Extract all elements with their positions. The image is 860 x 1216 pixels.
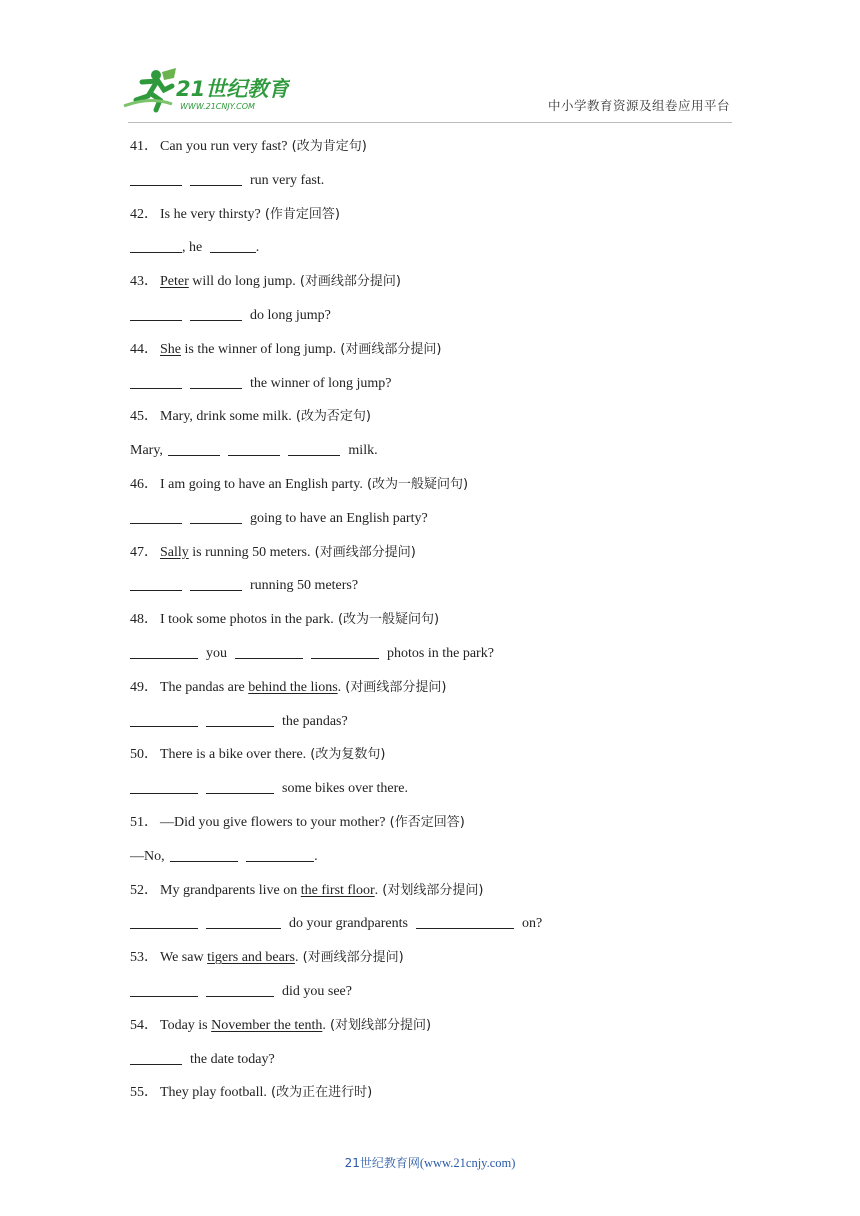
question-text: is running 50 meters. xyxy=(188,544,311,560)
answer-blank[interactable] xyxy=(130,237,182,253)
question-number: 50． xyxy=(130,747,158,763)
question-number: 53． xyxy=(130,950,158,966)
question-text: . xyxy=(337,679,342,695)
footer-site-name: 21世纪教育网 xyxy=(344,1156,420,1170)
answer-blank[interactable] xyxy=(130,305,182,321)
answer-blank[interactable] xyxy=(416,913,514,929)
question-instruction: (改为一般疑问句) xyxy=(362,476,469,492)
answer-51 xyxy=(130,846,750,880)
answer-blank[interactable] xyxy=(168,440,220,456)
question-instruction: (改为否定句) xyxy=(291,409,371,425)
question-text: . xyxy=(374,882,379,898)
answer-text: running 50 meters? xyxy=(250,578,359,594)
question-instruction: (对划线部分提问) xyxy=(325,1017,432,1033)
answer-blank[interactable] xyxy=(130,575,182,591)
underlined-part: behind the lions xyxy=(248,679,338,695)
answer-blank[interactable] xyxy=(210,237,256,253)
question-text: Is he very thirsty? xyxy=(160,206,261,222)
question-number: 43． xyxy=(130,274,158,290)
answer-text: milk. xyxy=(348,443,378,459)
answer-text: some bikes over there. xyxy=(282,781,408,797)
question-instruction: (作肯定回答) xyxy=(260,206,340,222)
answer-blank[interactable] xyxy=(206,778,274,794)
logo-main-text: 21世纪教育 xyxy=(176,77,290,101)
answer-blank[interactable] xyxy=(311,643,379,659)
answer-blank[interactable] xyxy=(130,373,182,389)
question-48 xyxy=(130,609,750,643)
question-43 xyxy=(130,271,750,305)
answer-44 xyxy=(130,373,750,407)
question-instruction: (改为肯定句) xyxy=(287,139,367,154)
answer-blank[interactable] xyxy=(190,575,242,591)
question-46 xyxy=(130,474,750,508)
underlined-part: the first floor xyxy=(300,882,375,898)
question-text: Can you run very fast? xyxy=(160,139,288,154)
question-47 xyxy=(130,542,750,576)
answer-text: Mary, xyxy=(130,443,167,459)
logo-sub-text: WWW.21CNJY.COM xyxy=(180,102,255,111)
question-number: 42． xyxy=(130,206,158,222)
answer-blank[interactable] xyxy=(130,508,182,524)
question-text: is the winner of long jump. xyxy=(181,341,337,357)
answer-blank[interactable] xyxy=(130,981,198,997)
question-text: I took some photos in the park. xyxy=(160,612,334,628)
answer-49 xyxy=(130,711,750,745)
question-instruction: (对画线部分提问) xyxy=(336,341,442,357)
question-number: 55． xyxy=(130,1085,158,1101)
answer-text: do your grandparents xyxy=(289,916,408,932)
question-instruction: (对划线部分提问) xyxy=(378,882,484,898)
underlined-part: Peter xyxy=(160,274,189,290)
question-54 xyxy=(130,1015,750,1049)
question-list xyxy=(130,136,750,1116)
question-number: 48． xyxy=(130,612,158,628)
question-45 xyxy=(130,406,750,440)
answer-blank[interactable] xyxy=(246,846,314,862)
question-52 xyxy=(130,880,750,914)
logo xyxy=(120,66,290,116)
question-number: 51． xyxy=(130,814,158,830)
answer-text: run very fast. xyxy=(250,172,325,188)
answer-43 xyxy=(130,305,750,339)
answer-blank[interactable] xyxy=(130,170,182,186)
question-number: 46． xyxy=(130,476,158,492)
question-text: The pandas are xyxy=(160,679,249,695)
question-44 xyxy=(130,339,750,373)
answer-52 xyxy=(130,913,750,947)
answer-42 xyxy=(130,237,750,271)
answer-45 xyxy=(130,440,750,474)
header-divider xyxy=(128,122,732,123)
question-instruction: (作否定回答) xyxy=(385,814,465,830)
answer-blank[interactable] xyxy=(235,643,303,659)
answer-blank[interactable] xyxy=(130,913,198,929)
answer-48 xyxy=(130,643,750,677)
underlined-part: Sally xyxy=(160,544,189,560)
answer-blank[interactable] xyxy=(288,440,340,456)
question-instruction: (改为正在进行时) xyxy=(266,1085,373,1101)
question-instruction: (对画线部分提问) xyxy=(298,950,404,966)
question-text: My grandparents live on xyxy=(160,882,301,898)
answer-text: —No, xyxy=(130,848,169,864)
answer-text: photos in the park? xyxy=(387,645,494,661)
question-number: 54． xyxy=(130,1017,158,1033)
answer-47 xyxy=(130,575,750,609)
answer-text: . xyxy=(255,240,260,256)
question-text: Today is xyxy=(160,1017,212,1033)
underlined-part: November the tenth xyxy=(211,1017,323,1033)
question-text: . xyxy=(294,950,299,966)
answer-blank[interactable] xyxy=(130,711,198,727)
answer-blank[interactable] xyxy=(130,1049,182,1065)
answer-50 xyxy=(130,778,750,812)
question-text: Mary, drink some milk. xyxy=(160,409,292,425)
answer-text: you xyxy=(206,645,227,661)
answer-text: , he xyxy=(182,240,206,256)
answer-blank[interactable] xyxy=(190,373,242,389)
answer-blank[interactable] xyxy=(130,778,198,794)
question-49 xyxy=(130,677,750,711)
question-instruction: (对画线部分提问) xyxy=(310,544,416,560)
answer-text: the winner of long jump? xyxy=(250,375,392,391)
answer-blank[interactable] xyxy=(130,643,198,659)
question-text: I am going to have an English party. xyxy=(160,476,363,492)
answer-blank[interactable] xyxy=(170,846,238,862)
question-55 xyxy=(130,1082,750,1116)
question-text: . xyxy=(322,1017,326,1033)
answer-41 xyxy=(130,170,750,204)
answer-blank[interactable] xyxy=(190,170,242,186)
question-number: 49． xyxy=(130,679,158,695)
question-text: will do long jump. xyxy=(188,274,296,290)
question-text: —Did you give flowers to your mother? xyxy=(160,814,386,830)
underlined-part: tigers and bears xyxy=(207,950,295,966)
answer-54 xyxy=(130,1049,750,1083)
footer-url[interactable]: (www.21cnjy.com) xyxy=(419,1156,516,1170)
answer-blank[interactable] xyxy=(206,981,274,997)
answer-text: did you see? xyxy=(282,983,352,999)
question-number: 44． xyxy=(130,341,158,357)
question-text: They play football. xyxy=(160,1085,267,1101)
logo-runner-icon xyxy=(120,66,290,116)
site-tagline: 中小学教育资源及组卷应用平台 xyxy=(547,98,730,113)
answer-blank[interactable] xyxy=(228,440,280,456)
answer-text: . xyxy=(314,848,318,864)
question-53 xyxy=(130,947,750,981)
answer-text: do long jump? xyxy=(250,307,331,323)
question-text: We saw xyxy=(160,950,208,966)
question-instruction: (改为一般疑问句) xyxy=(333,612,440,628)
answer-blank[interactable] xyxy=(190,305,242,321)
page-footer xyxy=(0,1154,860,1171)
question-41 xyxy=(130,136,750,170)
page-header xyxy=(0,0,860,124)
question-42 xyxy=(130,204,750,238)
question-instruction: (对画线部分提问) xyxy=(295,274,401,290)
question-51 xyxy=(130,812,750,846)
question-number: 45． xyxy=(130,409,158,425)
answer-text: the date today? xyxy=(190,1051,275,1067)
question-number: 52． xyxy=(130,882,158,898)
answer-text: the pandas? xyxy=(282,713,348,729)
answer-text: going to have an English party? xyxy=(250,510,428,526)
answer-46 xyxy=(130,508,750,542)
answer-blank[interactable] xyxy=(206,711,274,727)
answer-text: on? xyxy=(521,916,543,932)
question-instruction: (对画线部分提问) xyxy=(341,679,447,695)
question-number: 47． xyxy=(130,544,158,560)
question-number: 41． xyxy=(130,139,158,154)
question-instruction: (改为复数句) xyxy=(306,747,386,763)
question-text: There is a bike over there. xyxy=(160,747,307,763)
answer-blank[interactable] xyxy=(190,508,242,524)
underlined-part: She xyxy=(160,341,181,357)
answer-53 xyxy=(130,981,750,1015)
question-50 xyxy=(130,744,750,778)
answer-blank[interactable] xyxy=(206,913,281,929)
